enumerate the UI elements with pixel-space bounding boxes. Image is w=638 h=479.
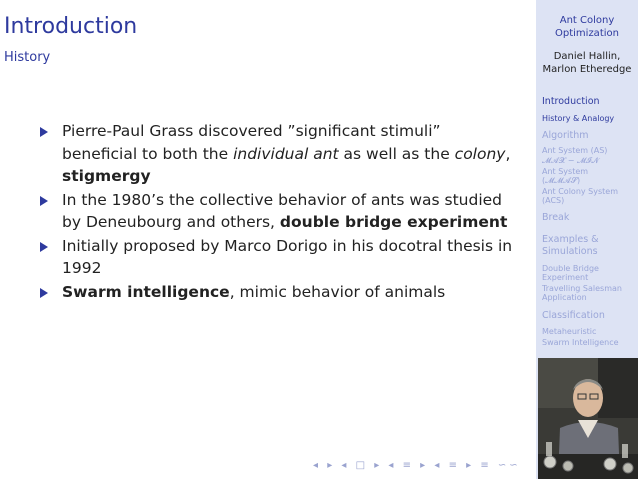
- bullet-text-run: Initially proposed by Marco Dorigo in his docotral thesis in 1992: [62, 236, 513, 277]
- author-line: Marlon Etheredge: [542, 64, 632, 75]
- bullet-text-run: ,: [505, 144, 511, 163]
- beamer-navigation[interactable]: ◂ ▸ ◂ □ ▸ ◂ ≡ ▸ ◂ ≡ ▸ ≡ ∽∽: [313, 460, 521, 471]
- sidebar-item-classification[interactable]: Classification: [542, 310, 605, 321]
- sidebar-item-double-bridge-2[interactable]: Experiment: [542, 273, 589, 282]
- bullet-triangle-icon: [40, 196, 48, 206]
- sidebar-item-acs-1[interactable]: Ant Colony System: [542, 187, 618, 196]
- sidebar-item-metaheuristic[interactable]: Metaheuristic: [542, 327, 597, 336]
- sidebar-item-mmas-1[interactable]: Ant System: [542, 167, 589, 176]
- author-line: Daniel Hallin,: [553, 51, 621, 62]
- sidebar-item-break[interactable]: Break: [542, 212, 570, 223]
- sidebar-item-swarm[interactable]: Swarm Intelligence: [542, 338, 619, 347]
- sidebar-title[interactable]: [536, 14, 638, 40]
- bullet-triangle-icon: [40, 288, 48, 298]
- sidebar-item-acs-2[interactable]: (ACS): [542, 196, 565, 205]
- sidebar-item-introduction[interactable]: Introduction: [542, 96, 600, 107]
- bullet-list: [38, 120, 518, 304]
- bullet-text-run: Swarm intelligence: [62, 282, 230, 301]
- sidebar-item-double-bridge-1[interactable]: Double Bridge: [542, 264, 599, 273]
- sidebar-item-tsp-2[interactable]: Application: [542, 293, 587, 302]
- sidebar-item-tsp-1[interactable]: Travelling Salesman: [542, 284, 622, 293]
- bullet-text-run: , mimic behavior of animals: [229, 282, 446, 301]
- bullet-text-run: individual ant: [233, 144, 339, 163]
- bullet-text-run: stigmergy: [62, 167, 151, 185]
- sidebar-item-as[interactable]: Ant System (AS): [542, 146, 608, 155]
- slide-subtitle: History: [4, 50, 51, 65]
- bullet-text-run: as well as the: [338, 144, 455, 163]
- bullet-item: [38, 235, 518, 280]
- bullet-text-run: double bridge experiment: [279, 213, 508, 231]
- slide-title: Introduction: [4, 14, 138, 39]
- bullet-item: [38, 189, 518, 234]
- presenter-photo-svg: [538, 358, 638, 479]
- bullet-text-run: In the 1980’s the collective behavior of ants was studied by Deneubourg and others,: [62, 190, 503, 231]
- sidebar-item-examples-2[interactable]: Simulations: [542, 246, 598, 257]
- sidebar-item-mmas-2[interactable]: (𝓜𝓜𝓐𝓢): [542, 176, 581, 185]
- sidebar-item-examples-1[interactable]: Examples &: [542, 234, 599, 245]
- sidebar-authors: [536, 50, 638, 76]
- sidebar-title-line: Ant Colony: [559, 15, 615, 26]
- bullet-text-run: Pierre-Paul Grass discovered ”significant stimuli” beneficial to both the: [62, 122, 441, 163]
- sidebar-title-line: Optimization: [555, 28, 619, 39]
- bullet-item: [38, 281, 518, 304]
- bullet-text-run: colony: [454, 144, 506, 163]
- bullet-triangle-icon: [40, 127, 48, 137]
- presenter-photo-icon: [538, 358, 638, 479]
- bullet-triangle-icon: [40, 242, 48, 252]
- sidebar-item-algorithm[interactable]: Algorithm: [542, 130, 589, 141]
- sidebar-item-maxmin[interactable]: 𝓜𝓐𝓧 − 𝓜𝓘𝓝: [542, 156, 599, 165]
- bullet-item: [38, 120, 518, 188]
- sidebar-item-history[interactable]: History & Analogy: [542, 114, 615, 123]
